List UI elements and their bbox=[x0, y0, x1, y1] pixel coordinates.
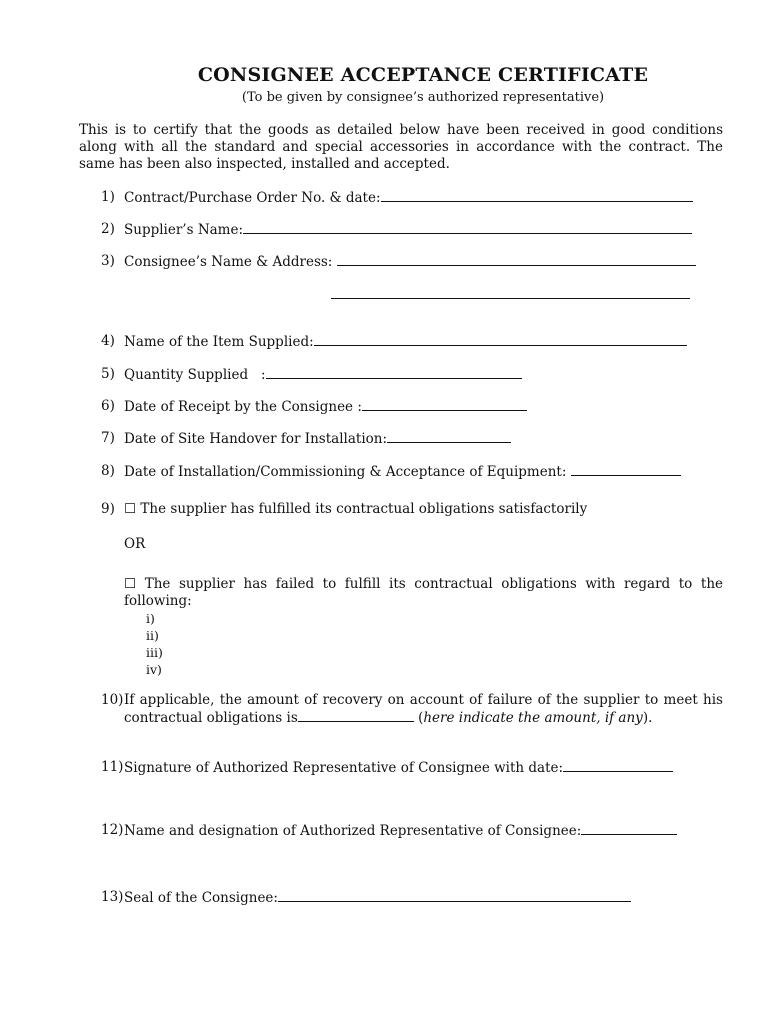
item-number: 4) bbox=[101, 333, 115, 349]
sub-item: iii) bbox=[146, 645, 163, 660]
field-label: Signature of Authorized Representative of Consignee with date: bbox=[124, 760, 564, 776]
receipt-date-field bbox=[124, 398, 527, 415]
document-subtitle: (To be given by consignee’s authorized representative) bbox=[241, 90, 605, 105]
recovery-open-paren: ( bbox=[413, 710, 424, 726]
item-number: 8) bbox=[101, 463, 115, 479]
field-label: Name of the Item Supplied: bbox=[124, 334, 314, 350]
designation-blank[interactable] bbox=[581, 822, 677, 835]
handover-date-field bbox=[124, 430, 511, 447]
checkbox-icon[interactable]: ☐ bbox=[124, 576, 137, 592]
item-number: 10) bbox=[101, 692, 124, 708]
item-number: 5) bbox=[101, 366, 115, 382]
sub-item: iv) bbox=[146, 662, 162, 677]
supplier-name-blank[interactable] bbox=[243, 221, 692, 234]
or-label: OR bbox=[124, 536, 146, 552]
field-label: Seal of the Consignee: bbox=[124, 890, 278, 906]
checkbox-icon[interactable]: ☐ bbox=[124, 501, 137, 517]
consignee-address-line-2 bbox=[331, 286, 690, 303]
contract-order-blank[interactable] bbox=[381, 189, 693, 202]
field-label: Date of Installation/Commissioning & Acceptance of Equipment: bbox=[124, 464, 571, 480]
seal-blank[interactable] bbox=[278, 889, 631, 902]
item-number: 1) bbox=[101, 189, 115, 205]
signature-blank[interactable] bbox=[563, 759, 673, 772]
receipt-date-blank[interactable] bbox=[362, 398, 527, 411]
consignee-address-blank[interactable] bbox=[337, 253, 696, 266]
contract-order-field bbox=[124, 189, 693, 206]
item-supplied-field bbox=[124, 333, 687, 350]
failed-label: The supplier has failed to fulfill its contractual obligations with regard to the following: bbox=[124, 576, 723, 609]
fulfilled-option bbox=[124, 501, 587, 517]
consignee-address-blank-2[interactable] bbox=[331, 286, 690, 299]
failed-option bbox=[124, 576, 723, 610]
item-supplied-blank[interactable] bbox=[314, 333, 687, 346]
recovery-text: If applicable, the amount of recovery on account of failure of the supplier to meet his contractual obligations is bbox=[124, 692, 723, 726]
field-label: Name and designation of Authorized Representative of Consignee: bbox=[124, 823, 582, 839]
recovery-hint: here indicate the amount, if any bbox=[423, 710, 643, 726]
installation-date-blank[interactable] bbox=[571, 463, 681, 476]
item-number: 7) bbox=[101, 430, 115, 446]
item-number: 12) bbox=[101, 822, 124, 838]
quantity-field bbox=[124, 366, 522, 383]
installation-date-field bbox=[124, 463, 681, 480]
field-label: Date of Site Handover for Installation: bbox=[124, 431, 388, 447]
consignee-address-field bbox=[124, 253, 696, 270]
field-label: Consignee’s Name & Address: bbox=[124, 254, 337, 270]
signature-field bbox=[124, 759, 673, 776]
item-number: 9) bbox=[101, 501, 115, 517]
recovery-amount-blank[interactable] bbox=[298, 709, 414, 722]
seal-field bbox=[124, 889, 631, 906]
item-number: 2) bbox=[101, 221, 115, 237]
document-title: CONSIGNEE ACCEPTANCE CERTIFICATE bbox=[197, 64, 649, 86]
recovery-close: ). bbox=[642, 710, 653, 726]
sub-item: i) bbox=[146, 611, 155, 626]
recovery-amount-paragraph bbox=[124, 692, 723, 727]
quantity-blank[interactable] bbox=[266, 366, 522, 379]
field-label: Quantity Supplied : bbox=[124, 367, 266, 383]
supplier-name-field bbox=[124, 221, 692, 238]
sub-item: ii) bbox=[146, 628, 159, 643]
item-number: 13) bbox=[101, 889, 124, 905]
item-number: 11) bbox=[101, 759, 124, 775]
handover-date-blank[interactable] bbox=[387, 430, 511, 443]
field-label: Supplier’s Name: bbox=[124, 222, 244, 238]
intro-paragraph: This is to certify that the goods as detailed below have been received in good conditions along with all the standard and special accessories in accordance with the contract. The same has been also inspected, installed and accepted. bbox=[79, 122, 723, 172]
fulfilled-label: The supplier has fulfilled its contractual obligations satisfactorily bbox=[140, 501, 588, 517]
field-label: Date of Receipt by the Consignee : bbox=[124, 399, 362, 415]
field-label: Contract/Purchase Order No. & date: bbox=[124, 190, 381, 206]
item-number: 3) bbox=[101, 253, 115, 269]
designation-field bbox=[124, 822, 677, 839]
item-number: 6) bbox=[101, 398, 115, 414]
